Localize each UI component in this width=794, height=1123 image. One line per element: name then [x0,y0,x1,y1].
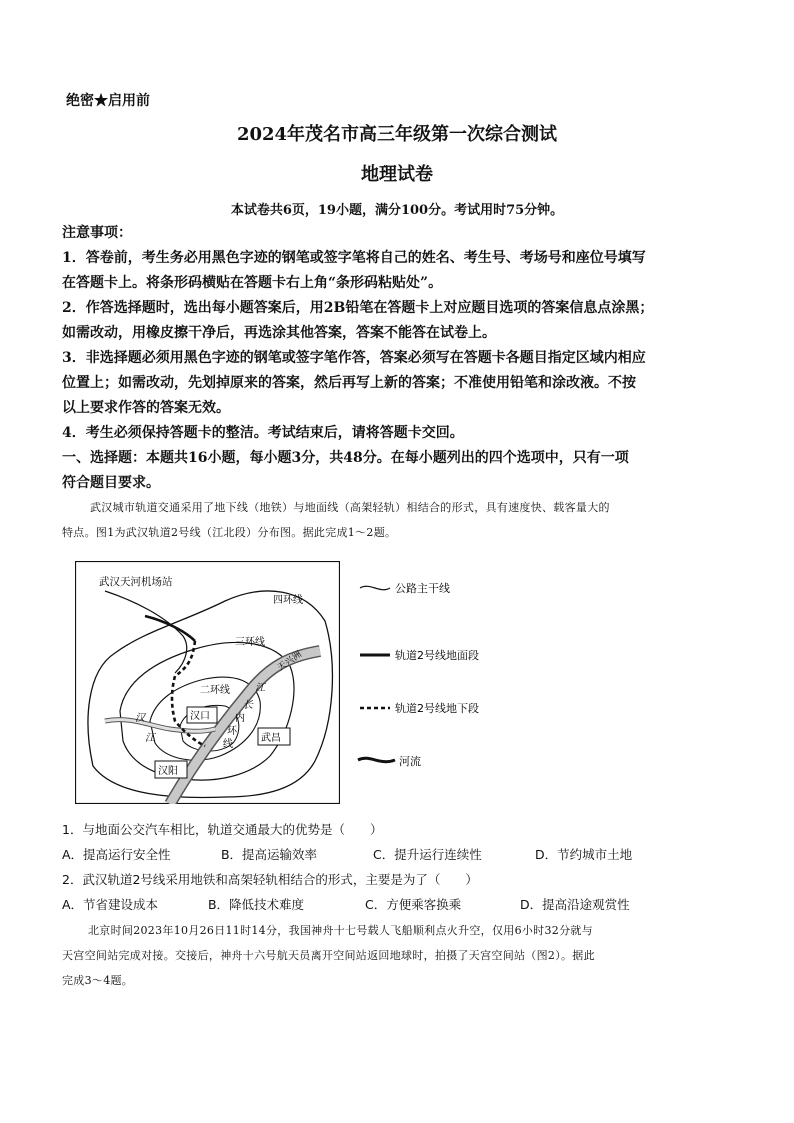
label-yangtze-2: 长 [243,700,253,711]
legend-highway-symbol [360,586,390,589]
q1-option-d: D．节约城市土地 [534,847,633,862]
q2-option-c: C．方便乘客换乘 [364,897,462,912]
q1-option-c: C．提升运行连续性 [372,847,482,862]
notes-heading: 注意事项： [62,225,132,241]
q1-option-a: A．提高运行安全性 [62,847,171,862]
label-inner-2: 环 [227,726,237,737]
q2-option-b: B．降低技术难度 [207,897,305,912]
section-heading: 符合题目要求。 [62,475,160,491]
label-inner-1: 内 [235,713,245,724]
q2-option-a: A．节省建设成本 [62,897,159,912]
map-legend [355,570,515,780]
legend-highway-label: 公路主干线 [395,582,450,595]
legend-underground-label: 轨道2号线地下段 [395,702,479,715]
label-ring2: 二环线 [200,685,230,696]
label-ring3: 三环线 [235,637,265,648]
label-hanyang: 汉阳 [158,766,178,777]
note-line: 3．非选择题必须用黑色字迹的钢笔或签字笔作答，答案必须写在答题卡各题目指定区域内相应 [62,350,646,366]
passage-line: 武汉城市轨道交通采用了地下线（地铁）与地面线（高架轻轨）相结合的形式，具有速度快、载客量大的 [90,501,610,514]
question-1-stem: 1．与地面公交汽车相比，轨道交通最大的优势是（ ） [62,822,383,837]
label-han-river-1: 汉 [135,713,145,724]
passage-line: 特点。图1为武汉轨道2号线（江北段）分布图。据此完成1～2题。 [62,526,397,539]
exam-title: 2024年茂名市高三年级第一次综合测试 [236,124,558,145]
question-2-options [62,895,630,913]
note-line: 4．考生必须保持答题卡的整洁。考试结束后，请将答题卡交回。 [62,425,464,441]
label-wuchang: 武昌 [261,733,281,744]
q1-option-b: B．提高运输效率 [220,847,318,862]
confidential-mark: 绝密★启用前 [66,93,150,109]
label-han-river-2: 江 [145,733,155,744]
legend-river-label: 河流 [399,755,421,768]
passage-line: 北京时间2023年10月26日11时14分，我国神舟十七号载人飞船顺利点火升空，仅用6小时32分就与 [88,924,593,937]
q2-option-d: D．提高沿途观赏性 [519,897,630,912]
note-line: 如需改动，用橡皮擦干净后，再选涂其他答案，答案不能答在试卷上。 [62,325,496,341]
legend-ground-label: 轨道2号线地面段 [395,649,479,662]
passage-line: 天宫空间站完成对接。交接后，神舟十六号航天员离开空间站返回地球时，拍摄了天宫空间站（图2）。据此 [62,949,595,962]
exam-info: 本试卷共6页，19小题，满分100分。考试用时75分钟。 [230,203,564,218]
label-hankou: 汉口 [190,711,210,722]
note-line: 位置上；如需改动，先划掉原来的答案，然后再写上新的答案；不准使用铅笔和涂改液。不按 [62,375,636,391]
section-heading: 一、选择题：本题共16小题，每小题3分，共48分。在每小题列出的四个选项中，只有一项 [62,450,629,466]
label-airport: 武汉天河机场站 [99,576,173,588]
label-yangtze-1: 江 [255,683,265,694]
question-1-options [62,845,632,863]
label-inner-3: 线 [223,739,233,750]
label-tianxingzhou: 天兴洲 [275,649,304,674]
legend-river-symbol [358,758,395,761]
wuhan-line2-map [75,561,340,804]
question-2-stem: 2．武汉轨道2号线采用地铁和高架轻轨相结合的形式，主要是为了（ ） [62,872,478,887]
note-line: 以上要求作答的答案无效。 [62,400,230,416]
note-line: 在答题卡上。将条形码横贴在答题卡右上角“条形码粘贴处”。 [62,275,443,291]
note-line: 1．答卷前，考生务必用黑色字迹的钢笔或签字笔将自己的姓名、考生号、考场号和座位号填写 [62,250,646,266]
label-ring4: 四环线 [273,595,303,606]
passage-line: 完成3～4题。 [62,974,134,987]
subject-title: 地理试卷 [361,164,433,185]
note-line: 2．作答选择题时，选出每小题答案后，用2B铅笔在答题卡上对应题目选项的答案信息点涂黑； [62,300,654,316]
